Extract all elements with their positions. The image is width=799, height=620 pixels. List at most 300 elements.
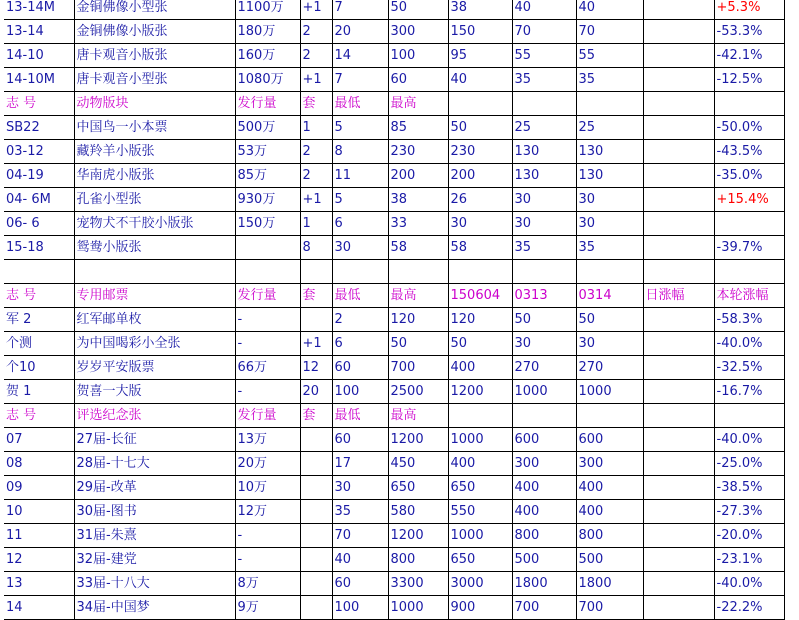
cell-stamp-id[interactable]: 06- 6 [4, 212, 74, 236]
cell-stamp-id[interactable]: 志 号 [4, 92, 74, 116]
cell-daily-change[interactable]: 日涨幅 [643, 284, 714, 308]
table-row [4, 140, 784, 164]
cell-stamp-name[interactable]: 27届-长征 [74, 428, 235, 452]
cell-stamp-name[interactable]: 专用邮票 [74, 284, 235, 308]
cell-daily-change[interactable] [643, 404, 714, 428]
cell-round-change[interactable]: -40.0% [714, 332, 784, 356]
cell-high-price[interactable]: 58 [388, 236, 448, 260]
cell-daily-change[interactable] [643, 44, 714, 68]
section-header-row [4, 92, 784, 116]
cell-low-price[interactable]: 60 [332, 572, 388, 596]
cell-issue-volume[interactable] [235, 236, 300, 260]
cell-stamp-id[interactable]: 14-10M [4, 68, 74, 92]
cell-stamp-id[interactable]: 志 号 [4, 404, 74, 428]
cell-daily-change[interactable] [643, 260, 714, 284]
cell-issue-volume[interactable]: - [235, 380, 300, 404]
cell-low-price[interactable]: 60 [332, 356, 388, 380]
cell-round-change[interactable]: -23.1% [714, 548, 784, 572]
cell-round-change[interactable]: -42.1% [714, 44, 784, 68]
cell-high-price[interactable]: 100 [388, 44, 448, 68]
cell-round-change[interactable]: -27.3% [714, 500, 784, 524]
cell-stamp-name[interactable]: 唐卡观音小版张 [74, 44, 235, 68]
cell-issue-volume[interactable]: 13万 [235, 428, 300, 452]
cell-issue-volume[interactable] [235, 260, 300, 284]
cell-price-c[interactable]: 0314 [576, 284, 643, 308]
cell-high-price[interactable]: 230 [388, 140, 448, 164]
cell-stamp-id[interactable]: SB22 [4, 116, 74, 140]
cell-stamp-id[interactable]: 军 2 [4, 308, 74, 332]
cell-daily-change[interactable] [643, 572, 714, 596]
cell-high-price[interactable]: 最高 [388, 92, 448, 116]
cell-set-count[interactable]: +1 [300, 68, 332, 92]
cell-daily-change[interactable] [643, 524, 714, 548]
cell-stamp-id[interactable]: 10 [4, 500, 74, 524]
cell-stamp-name[interactable]: 金铜佛像小版张 [74, 20, 235, 44]
cell-set-count[interactable]: +1 [300, 332, 332, 356]
cell-stamp-name[interactable]: 32届-建党 [74, 548, 235, 572]
cell-round-change[interactable]: -39.7% [714, 236, 784, 260]
table-row [4, 44, 784, 68]
cell-daily-change[interactable] [643, 140, 714, 164]
cell-set-count[interactable] [300, 572, 332, 596]
cell-set-count[interactable] [300, 260, 332, 284]
cell-high-price[interactable]: 580 [388, 500, 448, 524]
cell-round-change[interactable]: +15.4% [714, 188, 784, 212]
cell-price-b[interactable]: 30 [512, 188, 576, 212]
cell-daily-change[interactable] [643, 68, 714, 92]
table-row [4, 332, 784, 356]
cell-price-c[interactable] [576, 404, 643, 428]
cell-high-price[interactable]: 50 [388, 0, 448, 20]
cell-price-b[interactable]: 70 [512, 20, 576, 44]
cell-price-b[interactable]: 55 [512, 44, 576, 68]
cell-high-price[interactable]: 2500 [388, 380, 448, 404]
cell-issue-volume[interactable]: 180万 [235, 20, 300, 44]
cell-price-a[interactable]: 650 [448, 476, 512, 500]
cell-issue-volume[interactable]: 20万 [235, 452, 300, 476]
cell-high-price[interactable]: 200 [388, 164, 448, 188]
cell-stamp-name[interactable]: 29届-改革 [74, 476, 235, 500]
cell-stamp-name[interactable]: 动物版块 [74, 92, 235, 116]
table-row [4, 476, 784, 500]
cell-high-price[interactable]: 60 [388, 68, 448, 92]
cell-round-change[interactable]: -35.0% [714, 164, 784, 188]
cell-price-a[interactable]: 38 [448, 0, 512, 20]
cell-stamp-id[interactable]: 15-18 [4, 236, 74, 260]
cell-set-count[interactable]: 2 [300, 44, 332, 68]
cell-high-price[interactable]: 3300 [388, 572, 448, 596]
cell-stamp-name[interactable]: 藏羚羊小版张 [74, 140, 235, 164]
cell-stamp-name[interactable]: 34届-中国梦 [74, 596, 235, 620]
cell-high-price[interactable]: 85 [388, 116, 448, 140]
cell-low-price[interactable]: 5 [332, 188, 388, 212]
cell-issue-volume[interactable]: 66万 [235, 356, 300, 380]
cell-set-count[interactable] [300, 524, 332, 548]
cell-price-c[interactable]: 55 [576, 44, 643, 68]
cell-stamp-id[interactable]: 03-12 [4, 140, 74, 164]
cell-set-count[interactable]: 8 [300, 236, 332, 260]
cell-price-c[interactable]: 70 [576, 20, 643, 44]
table-row [4, 356, 784, 380]
table-row [4, 212, 784, 236]
cell-issue-volume[interactable]: - [235, 548, 300, 572]
cell-issue-volume[interactable]: 发行量 [235, 284, 300, 308]
cell-set-count[interactable]: 2 [300, 164, 332, 188]
cell-issue-volume[interactable]: 发行量 [235, 92, 300, 116]
cell-low-price[interactable]: 70 [332, 524, 388, 548]
cell-low-price[interactable]: 最低 [332, 404, 388, 428]
cell-set-count[interactable] [300, 500, 332, 524]
cell-stamp-id[interactable]: 贺 1 [4, 380, 74, 404]
cell-price-c[interactable]: 30 [576, 188, 643, 212]
table-row [4, 380, 784, 404]
cell-low-price[interactable]: 7 [332, 0, 388, 20]
cell-stamp-name[interactable]: 28届-十七大 [74, 452, 235, 476]
cell-stamp-name[interactable] [74, 260, 235, 284]
cell-price-b[interactable] [512, 92, 576, 116]
cell-price-c[interactable]: 400 [576, 500, 643, 524]
cell-low-price[interactable]: 35 [332, 500, 388, 524]
cell-price-b[interactable]: 25 [512, 116, 576, 140]
cell-low-price[interactable]: 20 [332, 20, 388, 44]
cell-set-count[interactable] [300, 548, 332, 572]
cell-price-c[interactable]: 40 [576, 0, 643, 20]
cell-set-count[interactable]: 1 [300, 212, 332, 236]
cell-price-a[interactable]: 40 [448, 68, 512, 92]
cell-low-price[interactable]: 60 [332, 428, 388, 452]
cell-price-c[interactable]: 50 [576, 308, 643, 332]
cell-high-price[interactable]: 1000 [388, 596, 448, 620]
cell-low-price[interactable]: 11 [332, 164, 388, 188]
cell-set-count[interactable]: 套 [300, 404, 332, 428]
cell-price-b[interactable]: 500 [512, 548, 576, 572]
cell-price-c[interactable]: 500 [576, 548, 643, 572]
cell-daily-change[interactable] [643, 380, 714, 404]
cell-price-c[interactable]: 700 [576, 596, 643, 620]
cell-price-c[interactable]: 270 [576, 356, 643, 380]
cell-issue-volume[interactable]: 12万 [235, 500, 300, 524]
cell-price-a[interactable]: 1200 [448, 380, 512, 404]
table-row [4, 164, 784, 188]
cell-set-count[interactable] [300, 308, 332, 332]
cell-high-price[interactable]: 450 [388, 452, 448, 476]
cell-set-count[interactable]: +1 [300, 188, 332, 212]
cell-low-price[interactable]: 2 [332, 308, 388, 332]
cell-stamp-name[interactable]: 31届-朱熹 [74, 524, 235, 548]
cell-daily-change[interactable] [643, 20, 714, 44]
cell-price-a[interactable] [448, 260, 512, 284]
cell-price-c[interactable]: 1800 [576, 572, 643, 596]
cell-price-b[interactable]: 270 [512, 356, 576, 380]
cell-issue-volume[interactable]: - [235, 308, 300, 332]
cell-price-a[interactable]: 3000 [448, 572, 512, 596]
cell-daily-change[interactable] [643, 236, 714, 260]
cell-price-a[interactable]: 1000 [448, 524, 512, 548]
cell-stamp-id[interactable]: 14 [4, 596, 74, 620]
cell-round-change[interactable]: -16.7% [714, 380, 784, 404]
cell-stamp-name[interactable]: 33届-十八大 [74, 572, 235, 596]
cell-set-count[interactable]: 套 [300, 92, 332, 116]
cell-set-count[interactable] [300, 476, 332, 500]
cell-high-price[interactable]: 33 [388, 212, 448, 236]
cell-stamp-name[interactable]: 金铜佛像小型张 [74, 0, 235, 20]
cell-price-b[interactable]: 30 [512, 332, 576, 356]
cell-round-change[interactable] [714, 92, 784, 116]
cell-high-price[interactable] [388, 260, 448, 284]
cell-low-price[interactable]: 6 [332, 212, 388, 236]
cell-daily-change[interactable] [643, 452, 714, 476]
cell-stamp-id[interactable]: 个10 [4, 356, 74, 380]
cell-issue-volume[interactable]: 9万 [235, 596, 300, 620]
cell-price-a[interactable]: 30 [448, 212, 512, 236]
cell-round-change[interactable]: -32.5% [714, 356, 784, 380]
cell-price-a[interactable]: 900 [448, 596, 512, 620]
cell-stamp-id[interactable]: 12 [4, 548, 74, 572]
cell-price-a[interactable]: 50 [448, 116, 512, 140]
cell-stamp-id[interactable]: 11 [4, 524, 74, 548]
cell-price-c[interactable]: 600 [576, 428, 643, 452]
cell-round-change[interactable]: -20.0% [714, 524, 784, 548]
cell-round-change[interactable]: -40.0% [714, 572, 784, 596]
cell-price-b[interactable]: 300 [512, 452, 576, 476]
cell-price-c[interactable]: 25 [576, 116, 643, 140]
cell-price-b[interactable]: 600 [512, 428, 576, 452]
cell-price-b[interactable]: 0313 [512, 284, 576, 308]
cell-low-price[interactable]: 最低 [332, 92, 388, 116]
cell-stamp-name[interactable]: 中国鸟一小本票 [74, 116, 235, 140]
cell-round-change[interactable] [714, 260, 784, 284]
cell-round-change[interactable]: -58.3% [714, 308, 784, 332]
cell-stamp-id[interactable]: 09 [4, 476, 74, 500]
cell-round-change[interactable]: -53.3% [714, 20, 784, 44]
cell-stamp-id[interactable]: 13-14 [4, 20, 74, 44]
cell-price-a[interactable] [448, 404, 512, 428]
cell-low-price[interactable]: 30 [332, 476, 388, 500]
cell-stamp-name[interactable]: 为中国喝彩小全张 [74, 332, 235, 356]
cell-price-b[interactable]: 1000 [512, 380, 576, 404]
cell-price-c[interactable]: 400 [576, 476, 643, 500]
cell-stamp-name[interactable]: 红军邮单枚 [74, 308, 235, 332]
cell-round-change[interactable]: -40.0% [714, 428, 784, 452]
cell-set-count[interactable]: 20 [300, 380, 332, 404]
cell-daily-change[interactable] [643, 596, 714, 620]
cell-price-c[interactable]: 30 [576, 332, 643, 356]
cell-low-price[interactable]: 8 [332, 140, 388, 164]
cell-high-price[interactable]: 1200 [388, 428, 448, 452]
cell-price-c[interactable]: 130 [576, 140, 643, 164]
cell-price-b[interactable]: 400 [512, 476, 576, 500]
cell-stamp-id[interactable] [4, 260, 74, 284]
cell-price-b[interactable]: 1800 [512, 572, 576, 596]
cell-low-price[interactable]: 17 [332, 452, 388, 476]
cell-price-c[interactable]: 35 [576, 236, 643, 260]
cell-high-price[interactable]: 最高 [388, 404, 448, 428]
cell-high-price[interactable]: 1200 [388, 524, 448, 548]
cell-issue-volume[interactable]: 500万 [235, 116, 300, 140]
cell-daily-change[interactable] [643, 164, 714, 188]
cell-set-count[interactable] [300, 428, 332, 452]
table-row [4, 0, 784, 20]
cell-set-count[interactable]: 2 [300, 140, 332, 164]
cell-set-count[interactable]: +1 [300, 0, 332, 20]
cell-round-change[interactable]: -25.0% [714, 452, 784, 476]
cell-issue-volume[interactable]: 1080万 [235, 68, 300, 92]
cell-low-price[interactable]: 30 [332, 236, 388, 260]
cell-issue-volume[interactable]: 1100万 [235, 0, 300, 20]
cell-price-a[interactable]: 230 [448, 140, 512, 164]
cell-set-count[interactable]: 12 [300, 356, 332, 380]
cell-round-change[interactable]: -38.5% [714, 476, 784, 500]
cell-high-price[interactable]: 800 [388, 548, 448, 572]
cell-stamp-id[interactable]: 07 [4, 428, 74, 452]
cell-round-change[interactable]: -50.0% [714, 116, 784, 140]
cell-round-change[interactable] [714, 212, 784, 236]
cell-set-count[interactable]: 套 [300, 284, 332, 308]
cell-set-count[interactable] [300, 596, 332, 620]
cell-issue-volume[interactable]: 160万 [235, 44, 300, 68]
cell-daily-change[interactable] [643, 0, 714, 20]
cell-stamp-name[interactable]: 孔雀小型张 [74, 188, 235, 212]
cell-price-a[interactable] [448, 92, 512, 116]
cell-price-a[interactable]: 150 [448, 20, 512, 44]
cell-issue-volume[interactable]: - [235, 332, 300, 356]
cell-price-a[interactable]: 400 [448, 356, 512, 380]
table-row [4, 236, 784, 260]
cell-stamp-name[interactable]: 贺喜一大版 [74, 380, 235, 404]
cell-high-price[interactable]: 300 [388, 20, 448, 44]
cell-low-price[interactable] [332, 260, 388, 284]
cell-price-c[interactable]: 300 [576, 452, 643, 476]
cell-low-price[interactable]: 100 [332, 380, 388, 404]
cell-low-price[interactable]: 40 [332, 548, 388, 572]
cell-price-c[interactable]: 35 [576, 68, 643, 92]
cell-stamp-id[interactable]: 08 [4, 452, 74, 476]
cell-set-count[interactable]: 2 [300, 20, 332, 44]
cell-price-a[interactable]: 400 [448, 452, 512, 476]
cell-stamp-name[interactable]: 唐卡观音小型张 [74, 68, 235, 92]
cell-price-b[interactable]: 30 [512, 212, 576, 236]
cell-round-change[interactable]: -43.5% [714, 140, 784, 164]
cell-low-price[interactable]: 最低 [332, 284, 388, 308]
cell-stamp-id[interactable]: 志 号 [4, 284, 74, 308]
cell-price-c[interactable]: 130 [576, 164, 643, 188]
cell-price-c[interactable] [576, 260, 643, 284]
cell-price-c[interactable]: 800 [576, 524, 643, 548]
cell-daily-change[interactable] [643, 476, 714, 500]
cell-high-price[interactable]: 最高 [388, 284, 448, 308]
cell-low-price[interactable]: 100 [332, 596, 388, 620]
cell-daily-change[interactable] [643, 92, 714, 116]
cell-stamp-id[interactable]: 13 [4, 572, 74, 596]
cell-daily-change[interactable] [643, 332, 714, 356]
cell-daily-change[interactable] [643, 548, 714, 572]
cell-stamp-name[interactable]: 评选纪念张 [74, 404, 235, 428]
cell-issue-volume[interactable]: - [235, 524, 300, 548]
cell-set-count[interactable] [300, 452, 332, 476]
cell-stamp-id[interactable]: 个测 [4, 332, 74, 356]
cell-price-b[interactable]: 130 [512, 140, 576, 164]
cell-price-a[interactable]: 200 [448, 164, 512, 188]
cell-price-c[interactable]: 30 [576, 212, 643, 236]
cell-daily-change[interactable] [643, 428, 714, 452]
cell-stamp-name[interactable]: 30届-图书 [74, 500, 235, 524]
cell-stamp-name[interactable]: 鸳鸯小版张 [74, 236, 235, 260]
cell-price-b[interactable] [512, 260, 576, 284]
cell-price-b[interactable]: 40 [512, 0, 576, 20]
cell-daily-change[interactable] [643, 308, 714, 332]
cell-stamp-id[interactable]: 04- 6M [4, 188, 74, 212]
cell-stamp-name[interactable]: 岁岁平安版票 [74, 356, 235, 380]
cell-price-a[interactable]: 150604 [448, 284, 512, 308]
cell-set-count[interactable]: 1 [300, 116, 332, 140]
cell-price-a[interactable]: 58 [448, 236, 512, 260]
cell-price-a[interactable]: 26 [448, 188, 512, 212]
cell-issue-volume[interactable]: 930万 [235, 188, 300, 212]
cell-price-b[interactable]: 50 [512, 308, 576, 332]
cell-issue-volume[interactable]: 8万 [235, 572, 300, 596]
cell-price-a[interactable]: 120 [448, 308, 512, 332]
cell-price-b[interactable]: 130 [512, 164, 576, 188]
cell-round-change[interactable]: -12.5% [714, 68, 784, 92]
cell-price-a[interactable]: 50 [448, 332, 512, 356]
cell-high-price[interactable]: 38 [388, 188, 448, 212]
cell-stamp-id[interactable]: 14-10 [4, 44, 74, 68]
cell-high-price[interactable]: 650 [388, 476, 448, 500]
cell-price-b[interactable]: 400 [512, 500, 576, 524]
cell-round-change[interactable] [714, 404, 784, 428]
cell-high-price[interactable]: 120 [388, 308, 448, 332]
cell-price-a[interactable]: 650 [448, 548, 512, 572]
cell-stamp-name[interactable]: 宠物犬不干胶小版张 [74, 212, 235, 236]
cell-low-price[interactable]: 14 [332, 44, 388, 68]
cell-price-c[interactable] [576, 92, 643, 116]
table-row [4, 116, 784, 140]
cell-daily-change[interactable] [643, 356, 714, 380]
blank-row [4, 260, 784, 284]
cell-stamp-id[interactable]: 04-19 [4, 164, 74, 188]
cell-low-price[interactable]: 6 [332, 332, 388, 356]
cell-high-price[interactable]: 700 [388, 356, 448, 380]
cell-low-price[interactable]: 5 [332, 116, 388, 140]
cell-price-c[interactable]: 1000 [576, 380, 643, 404]
cell-price-b[interactable] [512, 404, 576, 428]
cell-issue-volume[interactable]: 150万 [235, 212, 300, 236]
cell-round-change[interactable]: 本轮涨幅 [714, 284, 784, 308]
cell-issue-volume[interactable]: 53万 [235, 140, 300, 164]
cell-daily-change[interactable] [643, 116, 714, 140]
cell-issue-volume[interactable]: 10万 [235, 476, 300, 500]
cell-price-a[interactable]: 1000 [448, 428, 512, 452]
cell-low-price[interactable]: 7 [332, 68, 388, 92]
cell-price-b[interactable]: 700 [512, 596, 576, 620]
cell-price-a[interactable]: 95 [448, 44, 512, 68]
cell-issue-volume[interactable]: 85万 [235, 164, 300, 188]
cell-stamp-id[interactable]: 13-14M [4, 0, 74, 20]
cell-round-change[interactable]: +5.3% [714, 0, 784, 20]
cell-issue-volume[interactable]: 发行量 [235, 404, 300, 428]
cell-price-b[interactable]: 35 [512, 68, 576, 92]
cell-daily-change[interactable] [643, 212, 714, 236]
cell-daily-change[interactable] [643, 188, 714, 212]
cell-round-change[interactable]: -22.2% [714, 596, 784, 620]
cell-stamp-name[interactable]: 华南虎小版张 [74, 164, 235, 188]
cell-price-a[interactable]: 550 [448, 500, 512, 524]
cell-daily-change[interactable] [643, 500, 714, 524]
cell-price-b[interactable]: 35 [512, 236, 576, 260]
cell-high-price[interactable]: 50 [388, 332, 448, 356]
cell-price-b[interactable]: 800 [512, 524, 576, 548]
table-row [4, 572, 784, 596]
